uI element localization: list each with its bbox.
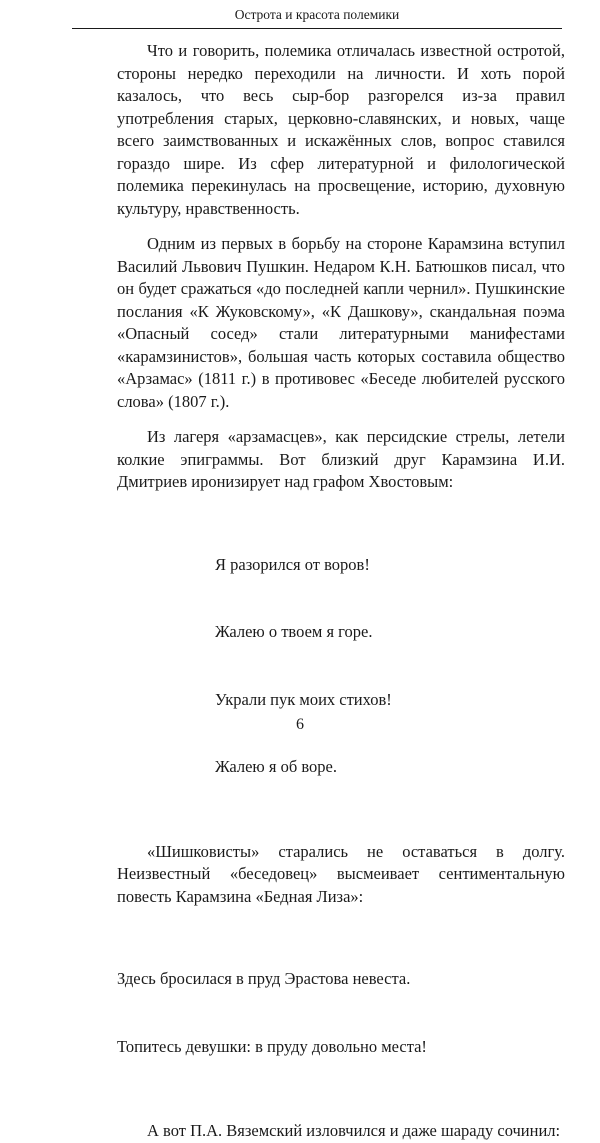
epigram-poor-liza (117, 923, 565, 1103)
paragraph-pushkin-joins: Одним из первых в борьбу на стороне Карамзина вступил Василий Львович Пушкин. Недаром К.Н. Батюшков писал, что он будет сражаться «до последней капли чернил». Пушкинские послания «К Жуковскому», «К Дашкову», скандальная поэма «Опасный сосед» стали литературными манифестами «карамзинистов», большая часть которых составила общество «Арзамас» (1811 г.) в противовес «Беседе любителей русского слова» (1807 г.). (117, 234, 565, 411)
epigram-dmitriev (215, 509, 565, 824)
running-head: Острота и красота полемики (234, 7, 400, 22)
header-rule (72, 28, 562, 29)
page-body (117, 40, 565, 1143)
verse-line: Украли пук моих стихов! (215, 689, 392, 709)
verse-line: Топитесь девушки: в пруду довольно места! (117, 1036, 427, 1056)
verse-line: Я разорился от воров! (215, 554, 370, 574)
paragraph-vyazemsky-charade: А вот П.А. Вяземский изловчился и даже шараду сочинил: (147, 1121, 561, 1140)
page-number: 6 (296, 716, 304, 733)
paragraph-polemic-sharpness: Что и говорить, полемика отличалась известной остротой, стороны нередко переходили на личности. И хоть порой казалось, что весь сыр-бор разгорелся из-за правил употребления старых, церковно-славянских, и новых, чаще всего заимствованных и искажённых слов, вопрос ставился гораздо шире. Из сфер литературной и филологической полемика перекинулась на просвещение, историю, духовную культуру, нравственность. (117, 41, 565, 218)
verse-line: Здесь бросилася в пруд Эрастова невеста. (117, 969, 411, 988)
verse-line: Жалею о твоем я горе. (215, 622, 373, 641)
verse-line: Жалею я об воре. (215, 757, 337, 776)
paragraph-arzamas-epigrams: Из лагеря «арзамасцев», как персидские стрелы, летели колкие эпиграммы. Вот близкий друг Карамзина И.И. Дмитриев иронизирует над графом Хвостовым: (117, 427, 565, 491)
paragraph-shishkovists: «Шишковисты» старались не оставаться в долгу. Неизвестный «беседовец» высмеивает сентиментальную повесть Карамзина «Бедная Лиза»: (117, 841, 565, 906)
